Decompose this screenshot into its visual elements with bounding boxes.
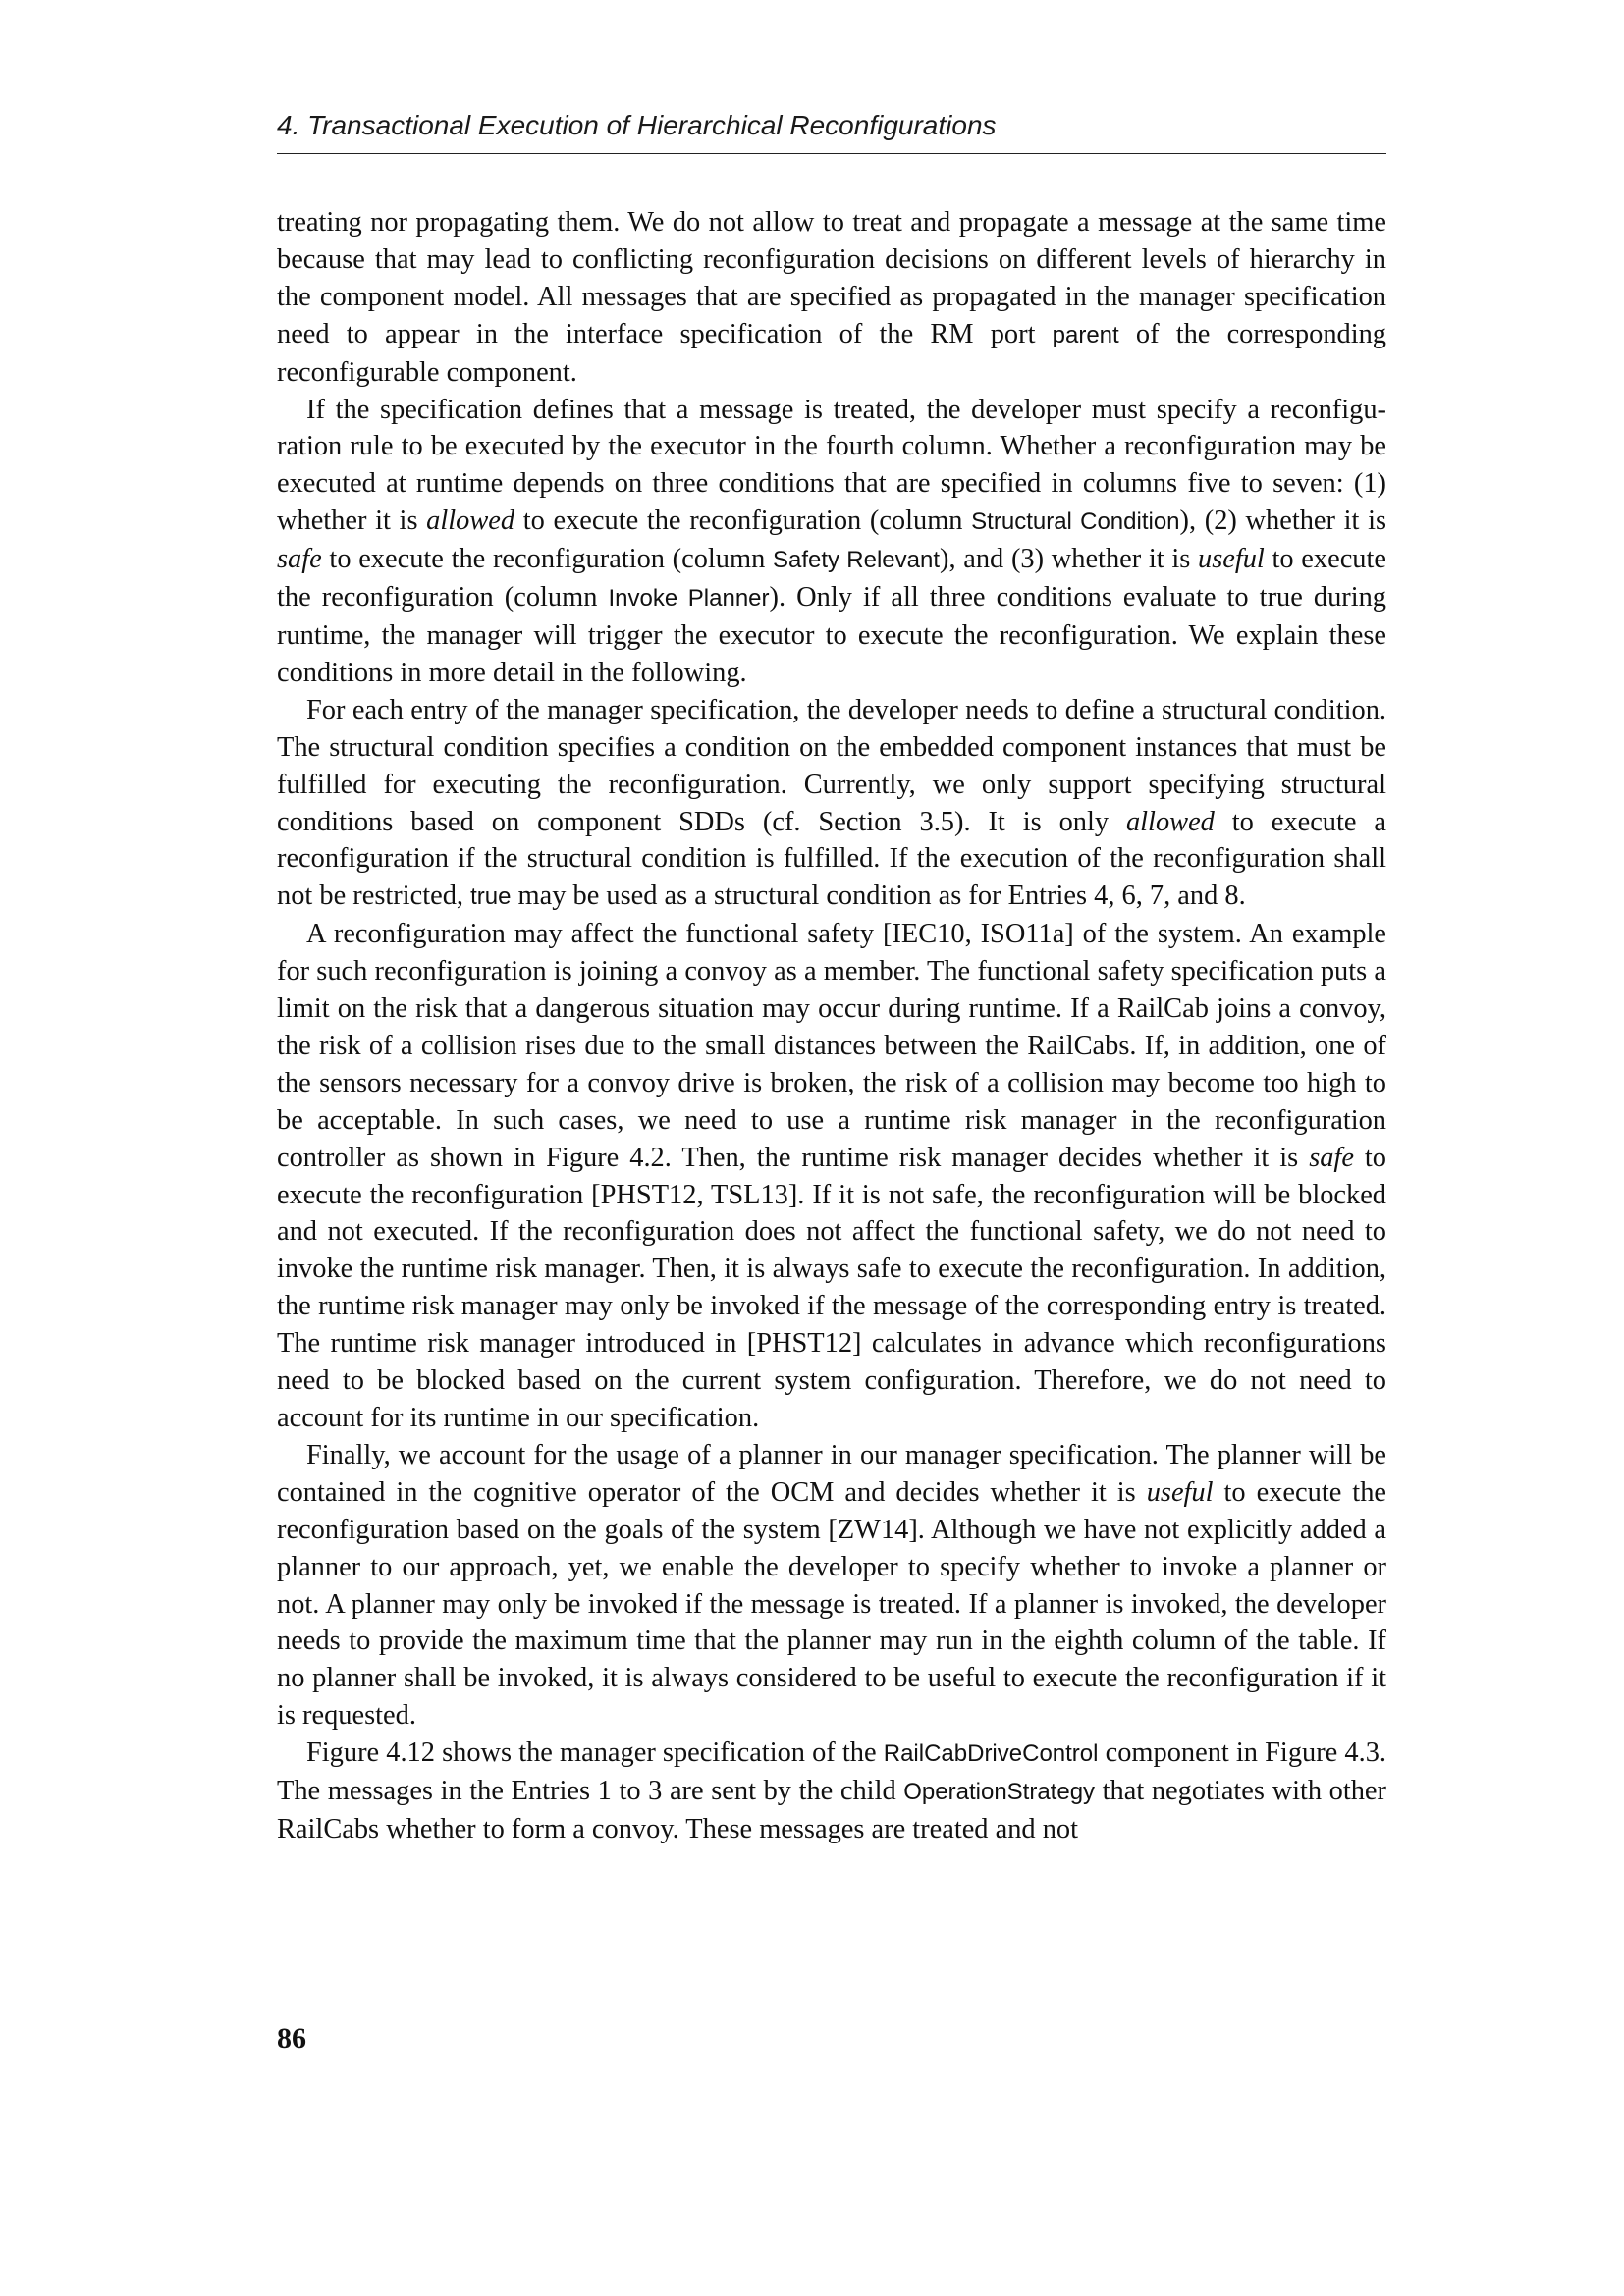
text-run: A reconfiguration may affect the functional safety [IEC10, ISO11a] of the system. An example for such reconfiguration is joining a convoy as a member. The functional safety specification puts a limit on the risk that a dangerous situation may occur during runtime. If a RailCab joins a convoy, the risk of a collision rises due to the small distances between the RailCabs. If, in addition, one of the sensors necessary for a convoy drive is broken, the risk of a collision may become too high to be acceptable. In such cases, we need to use a runtime risk manager in the reconfiguration controller as shown in Figure 4.2. Then, the runtime risk manager decides whether it is	[277, 919, 1386, 1173]
paragraph	[277, 392, 1386, 692]
text-run: to execute the reconfiguration based on the goals of the system [ZW14]. Although we have not explicitly added a planner to our approach, yet, we enable the developer to specify whether to invoke a planner or not. A planner may only be invoked if the message is treated. If a planner is invoked, the developer needs to provide the maximum time that the planner may run in the eighth column of the table. If no planner shall be invoked, it is always considered to be useful to execute the reconfiguration if it is requested.	[277, 1476, 1386, 1732]
text-run: If the specification defines that a message is treated, the developer must specify a reconfiguration rule to be executed by the executor in the fourth column. Whether a reconfiguration may be executed at runtime depends on three conditions that are specified in columns five to seven: (1) whether it is	[277, 394, 1386, 537]
emphasis: allowed	[1125, 806, 1215, 837]
text-run: component in Figure 4.3. The messages in the Entries 1 to 3 are sent by the child	[277, 1737, 1386, 1807]
text-run: to execute the reconfiguration (column	[514, 506, 972, 537]
emphasis: safe	[277, 544, 322, 575]
code-term: Invoke Planner	[608, 585, 770, 613]
text-run: ). Only if all three conditions evaluate to true during runtime, the manager will trigger the executor to execute the reconfiguration. We explain these conditions in more detail in the following.	[277, 582, 1386, 688]
text-run: Figure 4.12 shows the manager specification of the	[306, 1737, 884, 1769]
text-run: ), (2) whether it is	[1179, 506, 1387, 537]
code-term: true	[470, 883, 512, 911]
text-run: Finally, we account for the usage of a planner in our manager specification. The planner will be contained in the cognitive operator of the OCM and decides whether it is	[277, 1439, 1386, 1508]
text-run: that negotiates with other RailCabs whether to form a convoy. These messages are treated and not	[277, 1776, 1386, 1844]
text-run: may be used as a structural condition as for Entries 4, 6, 7, and 8.	[511, 881, 1246, 912]
text-run: treating nor propagating them. We do not allow to treat and propagate a message at the same time because that may lead to conflicting reconfiguration decisions on different levels of hierarchy in the component model. All messages that are specified as propagated in the manager specification need to appear in the interface specification of the RM port	[277, 207, 1386, 349]
paragraph	[277, 692, 1386, 916]
text-run: of the corresponding reconfigurable component.	[277, 318, 1386, 388]
code-term: parent	[1052, 321, 1119, 348]
paragraph	[277, 204, 1386, 392]
emphasis: safe	[1309, 1142, 1354, 1173]
emphasis: useful	[1146, 1476, 1214, 1508]
body-text	[277, 204, 1386, 1848]
text-run: to execute a reconfiguration if the structural condition is fulfilled. If the execution of the reconfiguration shall not be restricted,	[277, 806, 1386, 912]
text-run: For each entry of the manager specification, the developer needs to define a structural condition. The structural condition specifies a condition on the embedded component instances that must be fulfilled for executing the reconfiguration. Currently, we only support specifying structural conditions based on component SDDs (cf. Section 3.5). It is only	[277, 694, 1386, 837]
paragraph	[277, 1735, 1386, 1848]
code-term: Safety Relevant	[772, 547, 941, 574]
page-number: 86	[277, 2022, 306, 2055]
text-run: to execute the reconfiguration [PHST12, TSL13]. If it is not safe, the reconfiguration will be blocked and not executed. If the reconfiguration does not affect the functional safety, we do not need to invoke the runtime risk manager. Then, it is always safe to execute the reconfiguration. In addition, the runtime risk manager may only be invoked if the message of the corresponding entry is treated. The runtime risk manager introduced in [PHST12] calculates in advance which reconfigurations need to be blocked based on the current system configuration. Therefore, we do not need to account for its runtime in our specification.	[277, 1142, 1386, 1433]
paragraph	[277, 1437, 1386, 1735]
code-term: OperationStrategy	[903, 1779, 1096, 1806]
text-run: to execute the reconfiguration (column	[277, 544, 1386, 614]
running-header: 4. Transactional Execution of Hierarchical Reconfigurations	[277, 110, 1386, 154]
emphasis: useful	[1198, 544, 1265, 575]
code-term: RailCabDriveControl	[883, 1740, 1099, 1768]
paragraph	[277, 916, 1386, 1437]
code-term: Structural Condition	[971, 508, 1180, 536]
text-run: ), and (3) whether it is	[940, 544, 1198, 575]
emphasis: allowed	[426, 506, 515, 537]
text-run: to execute the reconfiguration (column	[321, 544, 773, 575]
